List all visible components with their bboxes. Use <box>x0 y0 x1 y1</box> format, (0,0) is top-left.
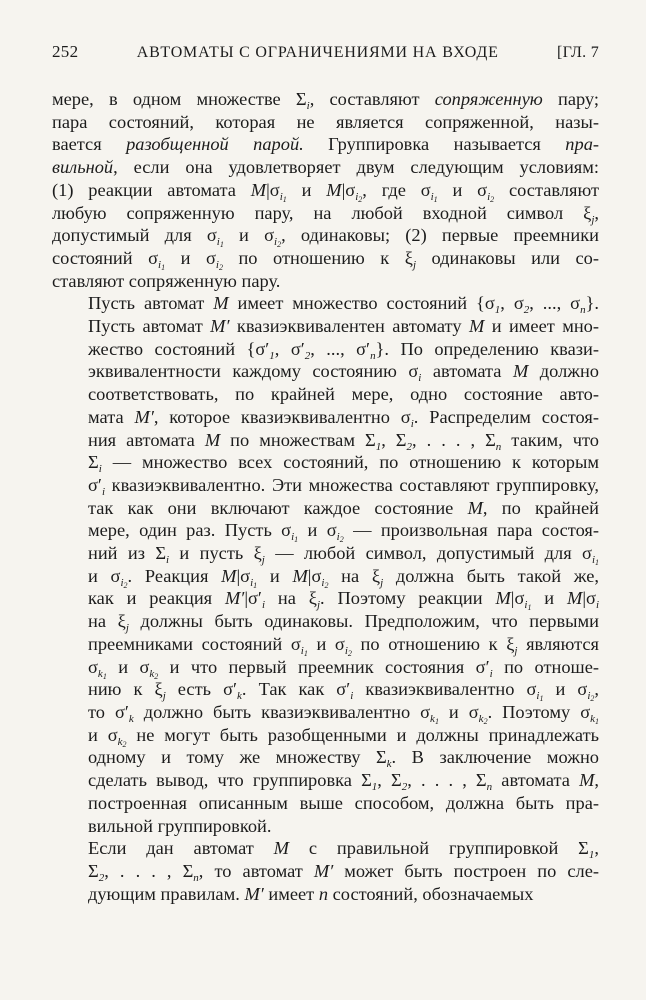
text-line: мере, один раз. Пусть $\sigma_{i_1}$ и $\sigma_{i_2}$ — произвольная пара состоя- <box>88 520 599 545</box>
text-line: ставляют сопряженную пару. <box>52 270 281 291</box>
chapter-title: АВТОМАТЫ С ОГРАНИЧЕНИЯМИ НА ВХОДЕ <box>136 44 499 61</box>
paragraph <box>52 88 599 292</box>
text-line: Пусть автомат M имеет множество состояний {$\sigma_1$, $\sigma_2$, ..., $\sigma_n$}. <box>88 293 599 317</box>
text-line: как и реакция $M'|\sigma'_i$ на $\xi_j$. Поэтому реакции $M|\sigma_{i_1}$ и $M|\sigma_i$ <box>88 588 599 613</box>
text-line: мата M′, которое квазиэквивалентно $\sigma_i$. Распределим состоя- <box>88 406 599 430</box>
text-line: преемниками состояний $\sigma_{i_1}$ и $\sigma_{i_2}$ по отношению к $\xi_j$ являются <box>88 633 599 658</box>
text-line: $\Sigma_i$ — множество всех состояний, по отношению к которым <box>88 452 599 476</box>
text-line: любую сопряженную пару, на любой входной символ $\xi_j$, <box>52 202 599 226</box>
text-line: построенная описанным выше способом, должна быть пра- <box>88 792 599 813</box>
chapter-number: [ГЛ. 7 <box>556 44 599 61</box>
text-line: и $\sigma_{k_2}$ не могут быть разобщенными и должны принадлежать <box>88 724 599 749</box>
text-line: состояний $\sigma_{i_1}$ и $\sigma_{i_2}$ по отношению к $\xi_j$ одинаковы или со- <box>52 247 599 272</box>
text-line: сделать вывод, что группировка $\Sigma_1$, $\Sigma_2$, . . . , $\Sigma_n$ автомата M, <box>88 770 600 794</box>
text-line: соответствовать, по крайней мере, одно состояние авто- <box>88 384 599 405</box>
text-line: Пусть автомат M′ квазиэквивалентен автомату M и имеет мно- <box>88 316 600 337</box>
text-line: так как они включают каждое состояние M, по крайней <box>88 497 599 518</box>
text-line: $\Sigma_2$, . . . , $\Sigma_n$, то автомат M′ может быть построен по сле- <box>88 860 599 884</box>
text-line: дующим правилам. M′ имеет n состояний, обозначаемых <box>88 883 534 904</box>
page-number: 252 <box>52 42 79 61</box>
text-line: одному и тому же множеству $\Sigma_k$. В заключение можно <box>88 747 599 771</box>
paragraph <box>52 837 599 905</box>
text-line: вильной группировкой. <box>88 815 272 836</box>
text-line: Если дан автомат M с правильной группировкой $\Sigma_1$, <box>88 838 599 862</box>
text-line: $\sigma_{k_1}$ и $\sigma_{k_2}$ и что первый преемник состояния $\sigma'_i$ по отноше- <box>88 656 599 681</box>
text-line: вается разобщенной парой. Группировка называется пра- <box>52 134 600 155</box>
text-line: допустимый для $\sigma_{i_1}$ и $\sigma_{i_2}$, одинаковы; (2) первые преемники <box>52 225 600 250</box>
text-line: ния автомата M по множествам $\Sigma_1$, $\Sigma_2$, . . . , $\Sigma_n$ таким, что <box>88 429 600 453</box>
text-line: (1) реакции автомата $M|\sigma_{i_1}$ и $M|\sigma_{i_2}$, где $\sigma_{i_1}$ и $\sigma_{i_2}$ составляют <box>52 179 599 204</box>
running-header <box>52 42 599 66</box>
text-line: жество состояний {$\sigma'_1$, $\sigma'_2$, ..., $\sigma'_n$}. По определению квази- <box>88 338 599 362</box>
paragraph <box>52 292 599 837</box>
text-line: пара состояний, которая не является сопряженной, назы- <box>52 111 599 132</box>
text-line: нию к $\xi_j$ есть $\sigma'_k$. Так как $\sigma'_i$ квазиэквивалентно $\sigma_{i_1}$ и $\sigma_{i_2}$, <box>88 679 599 704</box>
text-line: и $\sigma_{i_2}$. Реакция $M|\sigma_{i_1}$ и $M|\sigma_{i_2}$ на $\xi_j$ должна быть такой же, <box>88 565 599 590</box>
text-line: вильной, если она удовлетворяет двум следующим условиям: <box>52 157 599 178</box>
body-text <box>52 88 599 905</box>
text-line: на $\xi_j$ должны быть одинаковы. Предположим, что первыми <box>88 611 599 635</box>
text-line: то $\sigma'_k$ должно быть квазиэквивалентно $\sigma_{k_1}$ и $\sigma_{k_2}$. Поэтому $\sigma_{k_1}$ <box>88 701 599 726</box>
text-line: $\sigma'_i$ квазиэквивалентно. Эти множества составляют группировку, <box>88 474 599 498</box>
text-line: мере, в одном множестве $\Sigma_i$, составляют сопряженную пару; <box>52 89 599 112</box>
text-line: ний из $\Sigma_i$ и пусть $\xi_j$ — любой символ, допустимый для $\sigma_{i_1}$ <box>88 543 599 568</box>
text-line: эквивалентности каждому состоянию $\sigma_i$ автомата M должно <box>88 361 599 385</box>
